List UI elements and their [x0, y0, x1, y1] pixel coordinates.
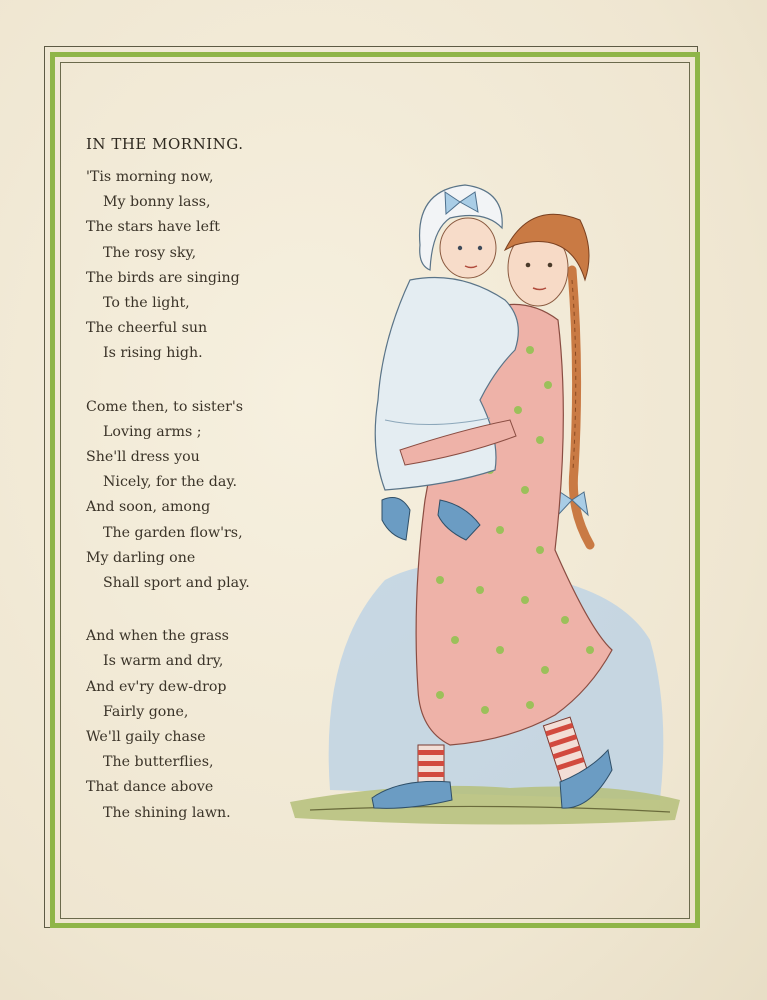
- poem-line: And when the grass: [86, 628, 229, 645]
- poem-line: Nicely, for the day.: [103, 474, 237, 491]
- poem-line: She'll dress you: [86, 449, 200, 466]
- poem-line: To the light,: [103, 295, 190, 312]
- poem-line: My darling one: [86, 549, 196, 566]
- poem-line: 'Tis morning now,: [86, 169, 214, 185]
- baby-face: [440, 218, 496, 278]
- poem-line: Is warm and dry,: [103, 653, 224, 670]
- poem-line: The cheerful sun: [86, 320, 208, 337]
- poem-line: The rosy sky,: [103, 244, 197, 261]
- poem-line: And ev'ry dew-drop: [86, 678, 227, 695]
- poem-line: Shall sport and play.: [103, 575, 250, 592]
- illustration-girl-carrying-baby: [290, 170, 690, 830]
- poem-line: The shining lawn.: [103, 804, 231, 821]
- poem-line: Come then, to sister's: [86, 398, 244, 415]
- poem-line: The birds are singing: [86, 269, 240, 286]
- baby-shoe-left: [382, 498, 410, 540]
- grass-ground: [290, 786, 680, 825]
- poem-line: The butterflies,: [103, 754, 214, 771]
- poem-line: Is rising high.: [103, 345, 203, 362]
- poem-line: We'll gaily chase: [86, 729, 206, 746]
- poem-line: That dance above: [86, 779, 214, 796]
- poem-title: IN THE MORNING.: [86, 135, 244, 153]
- poem-line: Loving arms ;: [103, 423, 202, 440]
- poem-line: My bonny lass,: [103, 194, 211, 211]
- poem-line: And soon, among: [86, 499, 211, 516]
- poem-line: The stars have left: [86, 219, 220, 236]
- poem-line: Fairly gone,: [103, 703, 189, 720]
- poem-line: The garden flow'rs,: [103, 524, 243, 541]
